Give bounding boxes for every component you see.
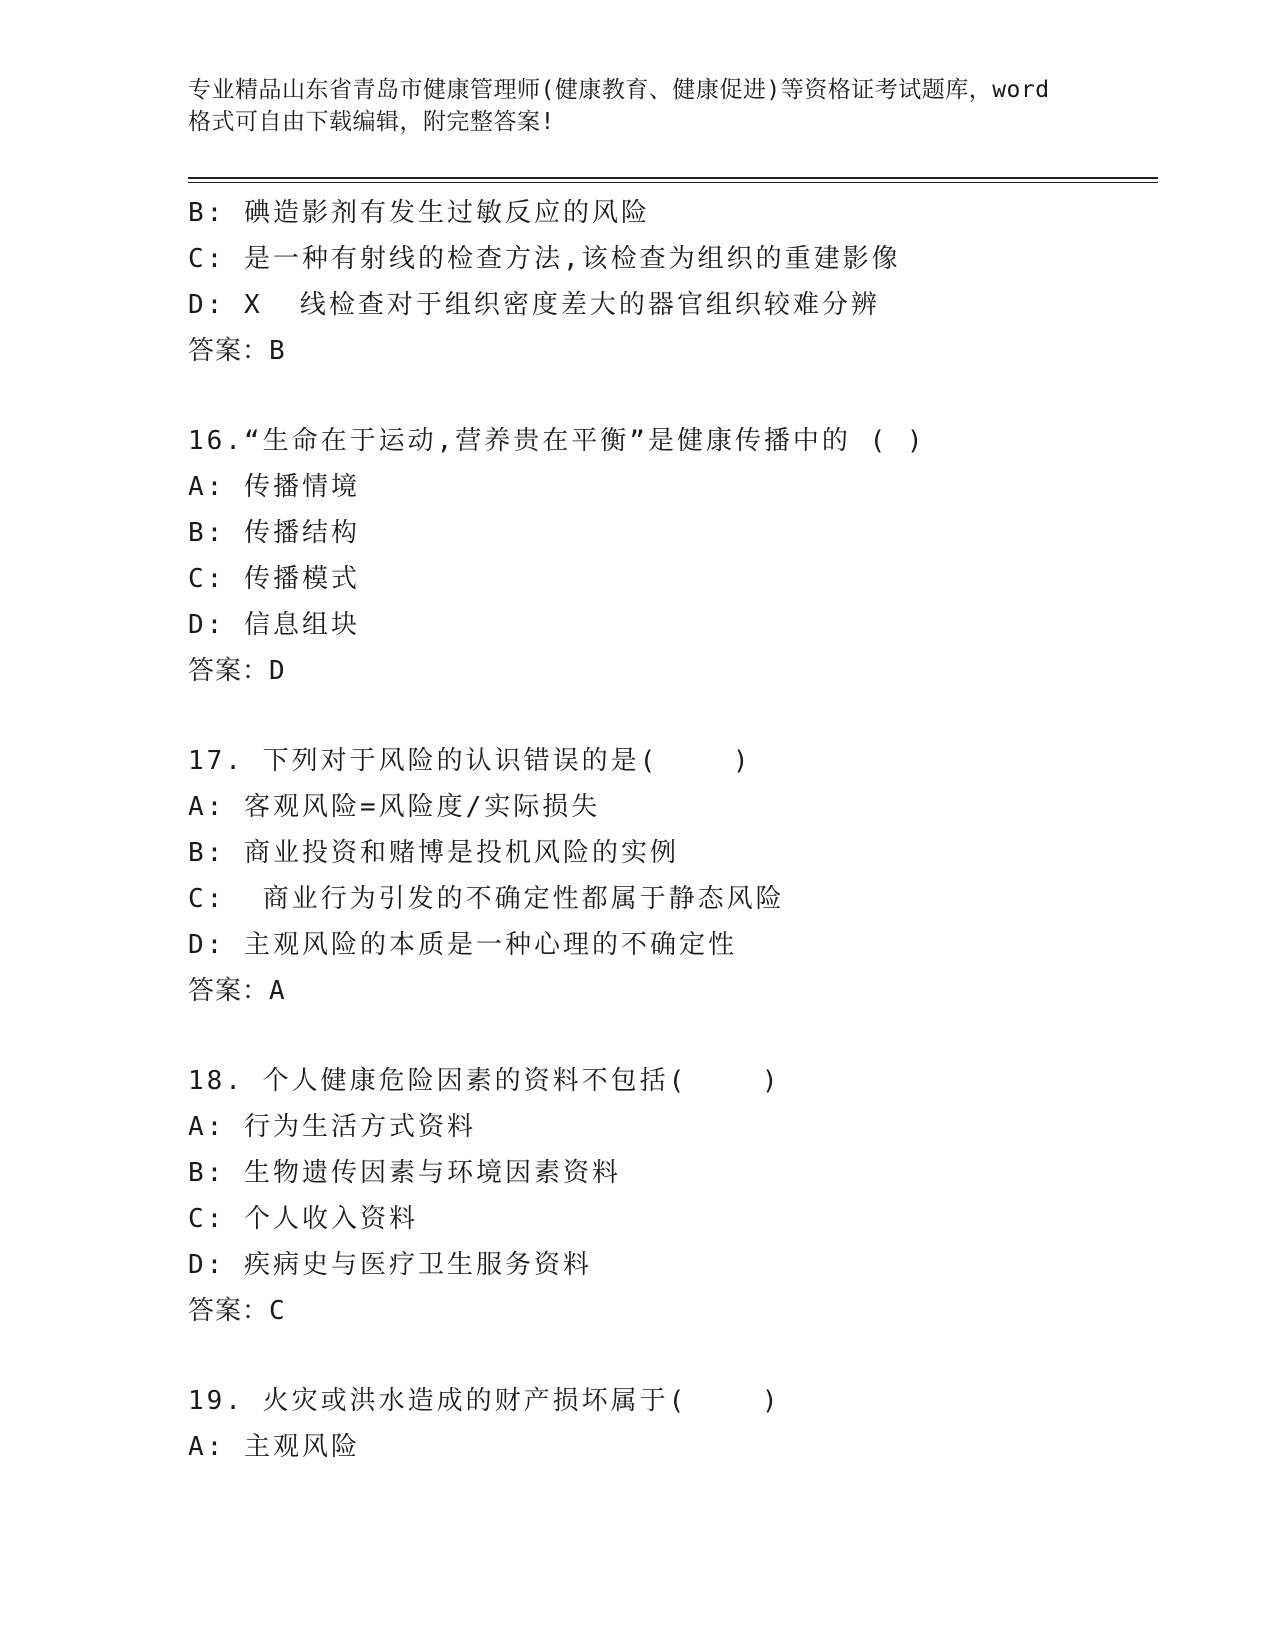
option-a: A: 传播情境: [188, 472, 360, 502]
header-line-1: 专业精品山东省青岛市健康管理师(健康教育、健康促进)等资格证考试题库，word: [188, 77, 1050, 103]
option-b: B: 传播结构: [188, 518, 360, 548]
option-d: D: 信息组块: [188, 610, 360, 640]
answer-line: 答案：D: [188, 656, 286, 686]
answer-line: 答案：C: [188, 1296, 286, 1326]
header-divider-thick: [188, 177, 1158, 179]
option-b: B: 生物遗传因素与环境因素资料: [188, 1158, 621, 1188]
option-d: D: 疾病史与医疗卫生服务资料: [188, 1250, 592, 1280]
question-stem: 17. 下列对于风险的认识错误的是( ): [188, 746, 752, 776]
question-15-continued: [188, 190, 1158, 374]
option-c: C: 是一种有射线的检查方法,该检查为组织的重建影像: [188, 244, 901, 274]
option-d: D: X 线检查对于组织密度差大的器官组织较难分辨: [188, 290, 880, 320]
header-line-2: 格式可自由下载编辑，附完整答案!: [188, 109, 555, 135]
question-18: [188, 1058, 1158, 1334]
option-b: B: 商业投资和赌博是投机风险的实例: [188, 838, 679, 868]
question-stem: 19. 火灾或洪水造成的财产损坏属于( ): [188, 1386, 781, 1416]
question-stem: 18. 个人健康危险因素的资料不包括( ): [188, 1066, 781, 1096]
option-c: C: 商业行为引发的不确定性都属于静态风险: [188, 884, 785, 914]
answer-line: 答案：B: [188, 336, 286, 366]
option-a: A: 客观风险=风险度/实际损失: [188, 792, 601, 822]
answer-line: 答案：A: [188, 976, 286, 1006]
option-a: A: 行为生活方式资料: [188, 1112, 476, 1142]
question-19: [188, 1378, 1158, 1470]
option-c: C: 传播模式: [188, 564, 360, 594]
option-c: C: 个人收入资料: [188, 1204, 418, 1234]
question-list: [188, 190, 1158, 1470]
question-17: [188, 738, 1158, 1014]
question-stem: 16.“生命在于运动,营养贵在平衡”是健康传播中的 ( ): [188, 426, 926, 456]
option-b: B: 碘造影剂有发生过敏反应的风险: [188, 198, 650, 228]
question-16: [188, 418, 1158, 694]
header-divider-thin: [188, 182, 1158, 183]
document-header: [188, 74, 1088, 138]
option-d: D: 主观风险的本质是一种心理的不确定性: [188, 930, 737, 960]
option-a: A: 主观风险: [188, 1432, 360, 1462]
